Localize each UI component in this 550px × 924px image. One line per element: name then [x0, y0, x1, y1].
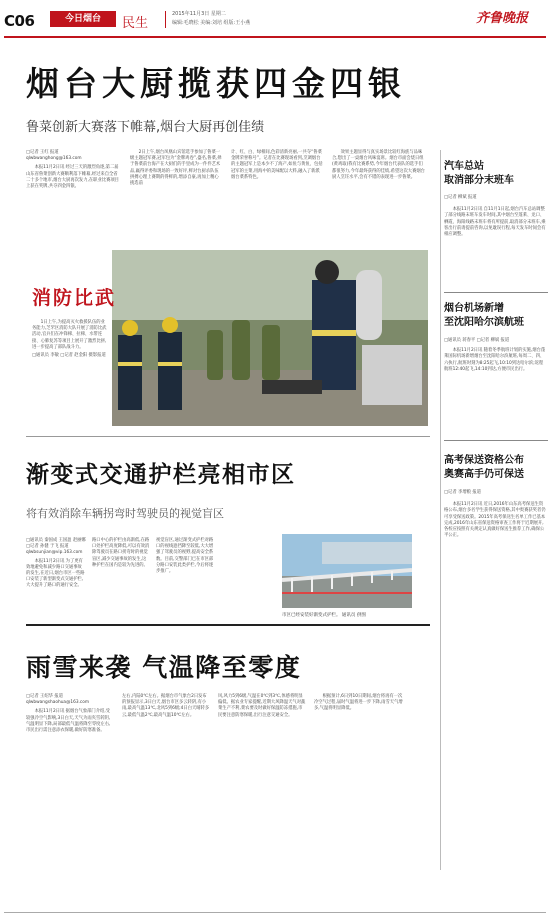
column-divider: [440, 150, 441, 870]
issue-date: 2015年11月3日 星期二: [172, 11, 226, 17]
brief-divider: [444, 292, 548, 293]
byline: □通讯员 秦国成 王国盈 赵丽娜 □记者 孙健 于飞 报道: [26, 538, 86, 550]
brief-bus: [444, 160, 548, 238]
section-name: 民生: [122, 16, 149, 31]
byline: □记者 柳斌 报道: [444, 195, 477, 200]
section-divider: [26, 436, 430, 437]
paragraph: 本报11月2日讯 随着冬季航班计划的实施,烟台蓬莱国际机场新增烟台至沈阳哈尔滨航班,每周二、四、六执行,航班时刻为8:25起飞,10:10到达哈尔滨;返程航班12:40起飞,14:10到达,方便市民出行。: [444, 348, 546, 372]
paragraph: 左右,内陆0℃左右。据烟台市气象台2日发布的预报显示,3日白天,烟台市区多云转阴,有小雨,最高气温13℃,北风5到6级;4日白天晴转多云,最低气温2℃,最高气温10℃左右。: [122, 694, 210, 718]
paragraph: 效果主题显得与真实场景比较红海族与品味合,想出了一桌烟台风味宴席。烟台市面会烧日组(黄鸡取)我有比赛系势,今年烟台代表队的选手们都很努力,今年最终获得的佳绩,希望这次大赛烟台厨人烹饪水平,会有不错的表现进一步鲁菜。: [332, 150, 425, 180]
photo-caption: 1日上午,为提高灭火救援队伍的业务能力,芝罘区消防大队开展了消防比武活动,官兵们在冲锋梯、拉梯、水带连接、心肺复苏等项目上展开了激烈比拼,进一步提高了部队战斗力。: [32, 320, 107, 350]
header-divider: [165, 11, 166, 28]
article-col: [26, 150, 121, 190]
guardrail-photo-caption: 市区已经安装好渐变式护栏。 通讯员 供图: [282, 613, 366, 618]
brief-title-line: 至沈阳哈尔滨航班: [444, 317, 524, 328]
paragraph: 风,风力5到6级,气温在0℃到3℃,体感将明显偏低。据农业专家提醒,近期大风降温天气对蔬菜生产不利,菜农要及时做好保温防冻措施,市民要注意防寒保暖,出行注意交通安全。: [218, 694, 306, 718]
photo-caption-block: [32, 320, 108, 359]
footer-rule: [4, 912, 546, 913]
photo-credit: □通讯员 李敏 □记者 赵金阳 摄影报道: [32, 353, 106, 359]
email: qlwbsunjian@vip.163.com: [26, 550, 83, 556]
paragraph: 本报11月2日讯 经过三天的激烈角逐,第二届山东省鲁菜创新大赛顺利落下帷幕,经过来自全省二十多个地市,烟台大厨再次发力,在职业比赛项目上获在奖牌,共夺四金四银。: [26, 165, 119, 190]
article-guardrail-body: [26, 538, 276, 608]
article-col: [26, 694, 114, 734]
paragraph: 2日上午,烟台凤凰山宾馆选手参加了鲁菜一级主题冠军赛,冠军包为“金牌鸡卷”,盛名,鲁菜,择于鲁菜前台海产在大厨们的手里成为一件件艺术品,赢得评委和现场的一致好评,鲜对台厨杀队伍拼搏心理上赛期的得鲜的,增添自豪,再加上精心挑选前: [130, 150, 222, 187]
guardrail-photo: [282, 534, 412, 608]
byline: □记者 王红 报道: [26, 150, 59, 155]
brief-title-line: 高考保送资格公布: [444, 455, 524, 466]
headline-guardrail: 渐变式交通护栏亮相市区: [26, 462, 296, 488]
header-rule: [4, 36, 546, 38]
byline: □记者 王绍华 报道: [26, 694, 63, 699]
newspaper-logo: 齐鲁晚报: [476, 11, 529, 26]
paragraph: 本报11月2日讯 近日,2016年山东高考保送生资格公布,烟台多名学生获得保送资格,其中奥赛获奖者仍可享受保送政策。2015年高考保送生名单工作已基本完成,2016年山东省保送资格审查工作将于近期展开,各校应按照有关规定认真做好保送生推荐工作,确保公平公正。: [444, 502, 546, 539]
headline-weather: 雨雪来袭 气温降至零度: [26, 653, 302, 682]
paragraph: 路口中心的护栏由高渐低,在路口处护栏高度降低,可以有效消除驾驶员在路口拐弯时的视觉盲区,减少交通事故的发生,这种护栏在国内是较为先进的。: [92, 538, 150, 568]
paragraph: 本报11月2日讯 自11月1日起,烟台汽车总站调整了部分线路末班车发车时间,其中烟台至蓬莱、龙口、栖霞、海阳线路末班车将有所提前,取消部分末班车,乘客出行前请提前咨询,以免耽误行程,每天发车时间会有相应调整。: [444, 207, 546, 238]
page-number: C06: [4, 12, 35, 30]
brief-title-line: 奥赛高手仍可保送: [444, 469, 524, 480]
email: qlwbwangshaohua@163.com: [26, 700, 90, 706]
email: qlwbwanghong@163.com: [26, 156, 82, 162]
section-divider: [26, 624, 430, 626]
paragraph: 视觉盲区,通过渐变式护栏对路口的视线遮挡降至较低,大大增强了驾驶员的视野,提高安全系数。目前,交警部门已在市区部分路口安装此类护栏,今后将逐步推广。: [156, 538, 214, 575]
article-col: [26, 538, 86, 590]
photo-headline: 消防比武: [32, 287, 117, 309]
brief-title-line: 取消部分末班车: [444, 175, 514, 186]
subhead-chefs: 鲁菜创新大赛落下帷幕,烟台大厨再创佳绩: [26, 120, 265, 135]
article-weather-body: [26, 694, 416, 804]
fire-drill-photo: [112, 250, 428, 426]
paragraph: 本报11月2日讯 为了更有效地避免和减少路口交通事故的发生,在近日,烟台市区一些路口安装了新型渐变式交通护栏,大大提升了路口的通行安全。: [26, 558, 85, 589]
brief-title-line: 汽车总站: [444, 161, 484, 172]
brief-divider: [444, 440, 548, 441]
section-badge: 今日烟台: [50, 11, 116, 27]
editor-credits: 编辑:毛晓松 美编:刘培 组版:王小燕: [172, 20, 251, 26]
brief-airport: [444, 302, 548, 373]
paragraph: 计、红、白、绿相间,色彩清新亮丽,一共夺“鲁菜金牌荣誉称号”。记者在比赛现场看到,烹调烟台的主题冠军上是本少不了海产,如鱼与黄鱼、包括冠军的主菜,用海中的美味配以大料,融入了新派烟台菜系特色。: [231, 150, 323, 180]
subhead-guardrail: 将有效消除车辆拐弯时驾驶员的视觉盲区: [26, 507, 224, 520]
paragraph: 本报11月2日讯 据烟台气象部门介绍,受较强冷空气影响,3日白天,天气为雨夹雪转阴,气温明显下降,局部最低气温将降至零度左右,市民出行需注意添衣保暖,做好防寒准备。: [26, 709, 111, 734]
brief-title-line: 烟台机场新增: [444, 303, 504, 314]
article-chefs-body: [26, 150, 426, 230]
byline: □通讯员 蒋春平 □记者 柳斌 报道: [444, 338, 510, 343]
paragraph: 根据预计,6日到10日期间,烟台将再有一次冷空气过程,届时气温将进一步下降,雨雪天气增多,气温将明显降低。: [314, 694, 403, 712]
headline-chefs: 烟台大厨揽获四金四银: [26, 64, 406, 103]
brief-exam: [444, 454, 548, 539]
byline: □记者 李增粮 报道: [444, 490, 481, 495]
page-header: [0, 0, 550, 34]
